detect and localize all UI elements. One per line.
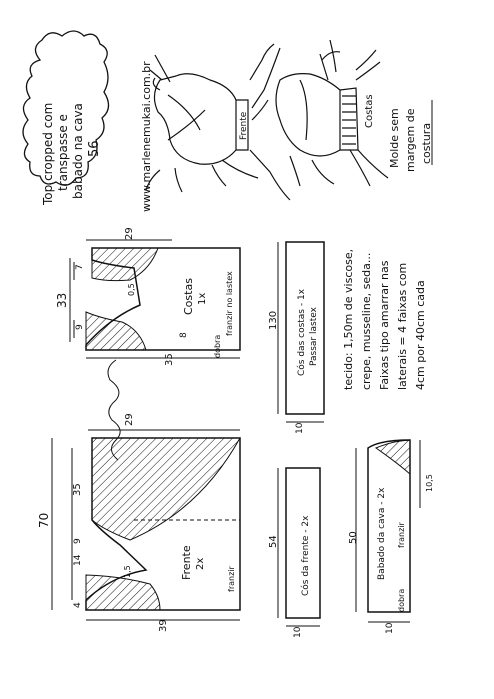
back-piece-fold: dobra [213, 334, 222, 358]
back-piece-note: franzir no lastex [225, 271, 234, 336]
ruffle-length: 50 [348, 531, 359, 544]
front-illustration-label: Frente [239, 111, 249, 140]
front-d14: 14 [73, 554, 83, 566]
materials-line2: crepe, musseline, seda... [360, 252, 373, 390]
back-d8: 8 [179, 332, 189, 338]
title-line1: Top cropped com [41, 102, 55, 205]
ruffle-fold: dobra [397, 588, 406, 612]
materials-line4: laterais = 4 faixas com [396, 262, 409, 390]
website-text: www.marlenemukai.com.br [140, 61, 153, 212]
margin-note-1: Molde sem [388, 108, 401, 168]
waistband-front-length: 54 [268, 535, 279, 548]
front-piece-qty: 2x [195, 557, 206, 570]
back-height: 33 [55, 292, 69, 308]
ruffle-width: 10 [385, 622, 395, 634]
front-mid: 35 [72, 483, 83, 496]
front-piece-name: Frente [180, 545, 193, 580]
front-d15: 1,5 [123, 565, 132, 578]
front-illustration [146, 44, 290, 200]
front-d4: 4 [73, 602, 83, 608]
back-d7: 7 [75, 264, 85, 270]
title-line3: babado na cava [71, 103, 85, 199]
ruffle-note: franzir [397, 522, 406, 548]
ruffle-edge: 10,5 [425, 474, 434, 492]
back-d05: 0,5 [127, 283, 136, 296]
waistband-front [278, 468, 320, 626]
title-line2: transpasse e [56, 114, 70, 191]
margin-note-3: costura [420, 122, 433, 164]
materials-line1: tecido: 1,50m de viscose, [342, 248, 355, 390]
front-height: 70 [37, 512, 51, 528]
waistband-front-width: 10 [293, 626, 303, 638]
back-bottom: 35 [164, 353, 175, 366]
materials-line5: 4cm por 40cm cada [414, 280, 427, 390]
front-d9: 9 [73, 538, 83, 544]
waistband-front-text: Cós da frente - 2x [301, 515, 311, 596]
waistband-back-width: 10 [295, 422, 305, 434]
waistband-back-text2: Passar lastex [309, 307, 319, 366]
margin-note-2: margem de [404, 108, 417, 172]
front-width-top: 29 [124, 413, 135, 426]
back-illustration-label: Costas [364, 94, 375, 128]
front-bottom: 39 [158, 619, 169, 632]
ruffle-piece [356, 440, 420, 622]
front-pattern-piece [52, 430, 240, 620]
back-d9: 9 [75, 324, 85, 330]
ruffle-text: Babado da cava - 2x [377, 487, 387, 580]
waistband-back-text1: Cós das costas - 1x [297, 288, 307, 376]
front-piece-note: franzir [227, 566, 236, 592]
title-cloud [23, 31, 109, 206]
title-number: 56 [87, 140, 102, 157]
back-piece-name: Costas [182, 278, 195, 315]
materials-line3: Faixas tipo amarrar nas [378, 260, 391, 390]
back-piece-qty: 1x [197, 292, 208, 305]
back-width-top: 29 [124, 227, 135, 240]
waistband-back-length: 130 [268, 310, 279, 330]
